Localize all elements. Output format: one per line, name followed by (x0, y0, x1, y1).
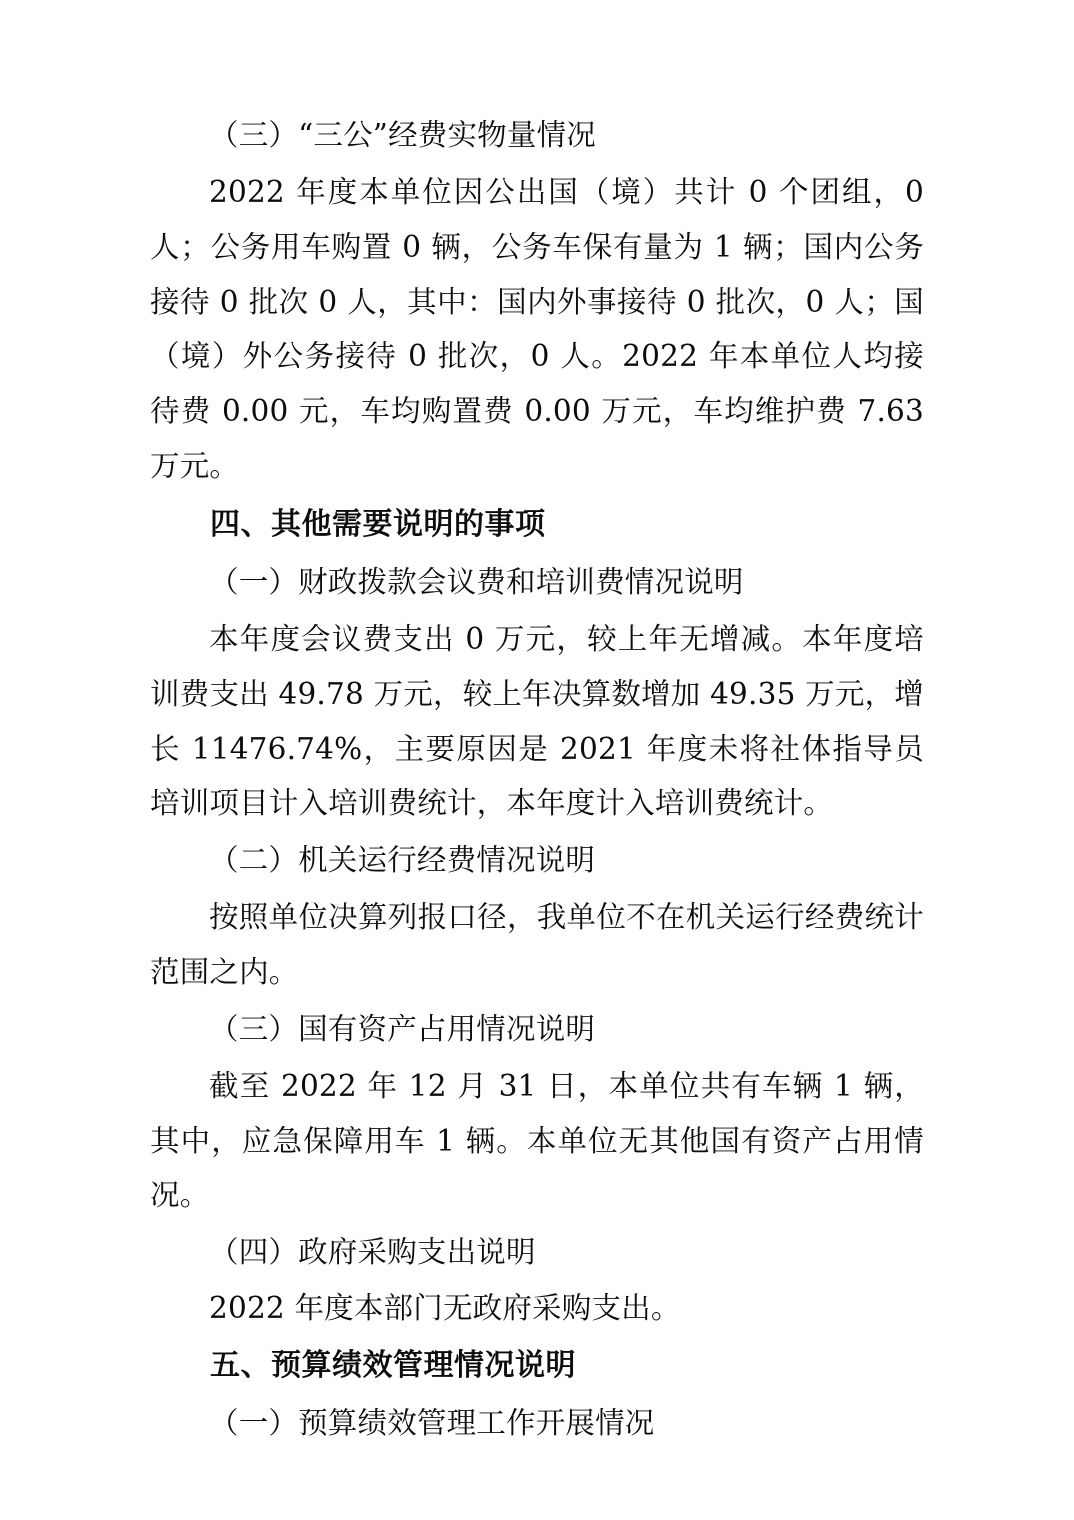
heading-performance-management-work: （一）预算绩效管理工作开展情况 (209, 1406, 655, 1441)
paragraph-meeting-training-fees: 本年度会议费支出 0 万元，较上年无增减。本年度培训费支出 49.78 万元，较上年决算数增加 49.35 万元，增长 11476.74%，主要原因是 2021 年度未将社体指导员培训项目计入培训费统计，本年度计入培训费统计。 (150, 621, 924, 821)
heading-agency-operating-funds: （二）机关运行经费情况说明 (209, 843, 596, 878)
document-body (150, 108, 924, 1451)
paragraph-government-procurement: 2022 年度本部门无政府采购支出。 (209, 1291, 681, 1326)
heading-section-five: 五、预算绩效管理情况说明 (210, 1348, 576, 1384)
heading-meeting-training-fees: （一）财政拨款会议费和培训费情况说明 (209, 565, 744, 600)
paragraph-sangong-details: 2022 年度本单位因公出国（境）共计 0 个团组，0 人；公务用车购置 0 辆，公务车保有量为 1 辆；国内公务接待 0 批次 0 人，其中：国内外事接待 0 批次，0 人；国（境）外公务接待 0 批次，0 人。2022 年本单位人均接待费 0.00 元，车均购置费 0.00 万元，车均维护费 7.63 万元。 (150, 174, 924, 484)
paragraph-state-assets-usage: 截至 2022 年 12 月 31 日，本单位共有车辆 1 辆，其中，应急保障用车 1 辆。本单位无其他国有资产占用情况。 (150, 1068, 924, 1213)
heading-state-assets-usage: （三）国有资产占用情况说明 (209, 1011, 596, 1046)
paragraph-agency-operating-funds: 按照单位决算列报口径，我单位不在机关运行经费统计范围之内。 (150, 900, 924, 990)
heading-government-procurement: （四）政府采购支出说明 (209, 1235, 536, 1270)
heading-sangong-physical-quantity: （三）“三公”经费实物量情况 (209, 118, 596, 152)
heading-section-four: 四、其他需要说明的事项 (210, 507, 546, 543)
